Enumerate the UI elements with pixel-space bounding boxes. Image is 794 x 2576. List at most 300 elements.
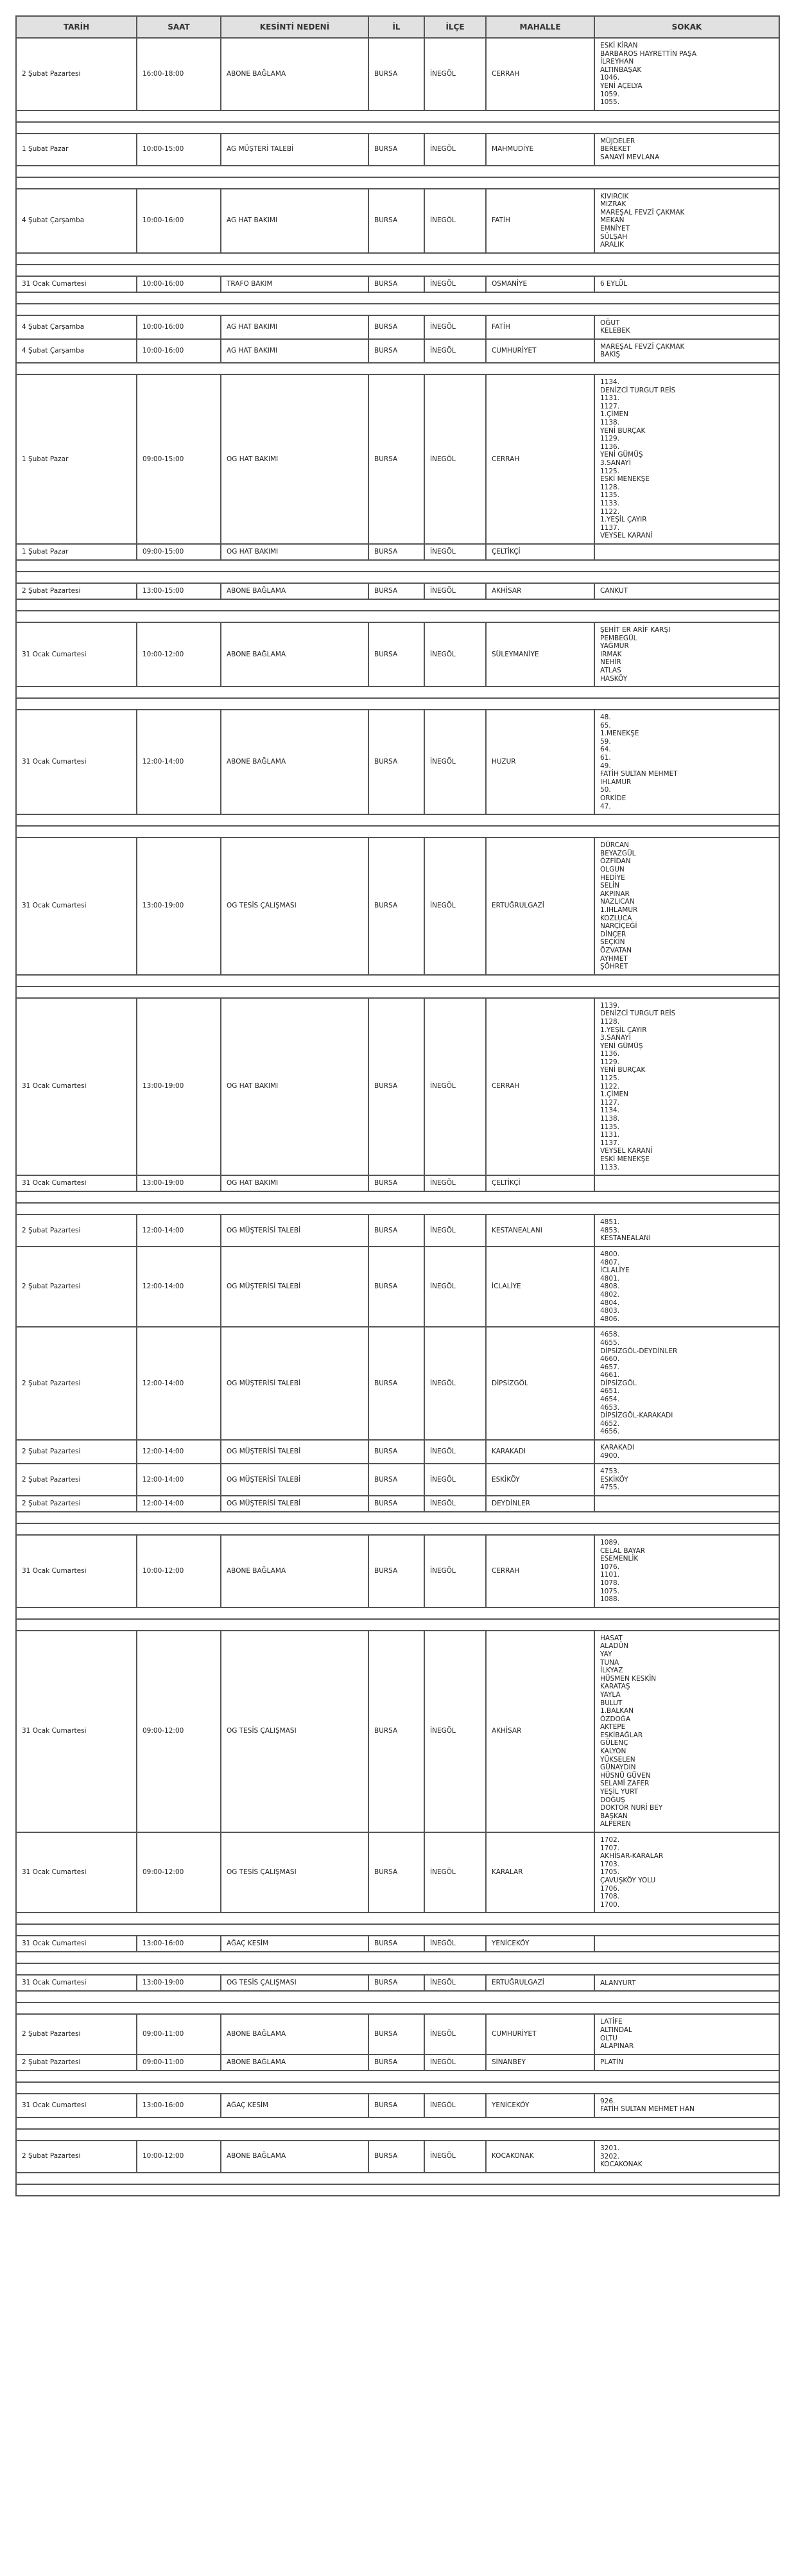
sokak-item: EMNİYET	[600, 224, 630, 232]
sokak-item: SELAMİ ZAFER	[600, 1780, 650, 1788]
cell-kesinti-nedeni: ABONE BAĞLAMA	[221, 38, 368, 110]
empty-cell	[16, 572, 779, 583]
sokak-item: 4800.	[600, 1250, 620, 1258]
empty-row	[16, 2082, 779, 2094]
sokak-item: HASKÖY	[600, 674, 628, 683]
empty-cell	[16, 2184, 779, 2196]
cell-saat: 09:00-15:00	[137, 374, 221, 544]
sokak-item: ESEMENLİK	[600, 1555, 639, 1563]
cell-sokak	[594, 134, 779, 166]
sokak-item: 4802.	[600, 1290, 620, 1299]
cell-mahalle: FATİH	[486, 315, 594, 339]
cell-ilce: İNEGÖL	[424, 38, 486, 110]
sokak-item: 1125.	[600, 467, 620, 475]
cell-mahalle: FATİH	[486, 189, 594, 253]
sokak-item: 1.ÇİMEN	[600, 410, 628, 419]
cell-mahalle: CERRAH	[486, 998, 594, 1175]
empty-row	[16, 1608, 779, 1619]
empty-cell	[16, 687, 779, 698]
sokak-item: İCLALİYE	[600, 1266, 630, 1275]
cell-ilce: İNEGÖL	[424, 189, 486, 253]
cell-sokak	[594, 374, 779, 544]
sokak-item: 3.SANAYİ	[600, 1034, 631, 1042]
cell-mahalle: CERRAH	[486, 1535, 594, 1608]
sokak-item: 61.	[600, 754, 611, 762]
cell-kesinti-nedeni: ABONE BAĞLAMA	[221, 2055, 368, 2071]
cell-ilce: İNEGÖL	[424, 315, 486, 339]
sokak-item: YAĞMUR	[600, 642, 629, 651]
sokak-item: 1705.	[600, 1868, 620, 1877]
empty-cell	[16, 177, 779, 189]
cell-ilce: İNEGÖL	[424, 1464, 486, 1496]
sokak-item: DÜRCAN	[600, 841, 629, 850]
sokak-item: DİPSİZGÖL-KARAKADI	[600, 1412, 673, 1420]
sokak-item: YENİ AÇELYA	[600, 82, 643, 90]
cell-saat: 13:00-19:00	[137, 1175, 221, 1191]
cell-kesinti-nedeni: OG MÜŞTERİSİ TALEBİ	[221, 1496, 368, 1512]
cell-saat: 13:00-19:00	[137, 998, 221, 1175]
cell-il: BURSA	[368, 38, 424, 110]
cell-il: BURSA	[368, 1464, 424, 1496]
cell-il: BURSA	[368, 710, 424, 814]
sokak-item: 4803.	[600, 1307, 620, 1315]
empty-cell	[16, 1619, 779, 1631]
cell-tarih: 2 Şubat Pazartesi	[16, 1440, 137, 1464]
cell-kesinti-nedeni: OG MÜŞTERİSİ TALEBİ	[221, 1464, 368, 1496]
cell-il: BURSA	[368, 2094, 424, 2117]
sokak-item: NAZLICAN	[600, 898, 635, 906]
cell-mahalle: ESKİKÖY	[486, 1464, 594, 1496]
empty-row	[16, 292, 779, 304]
empty-row	[16, 814, 779, 826]
cell-sokak	[594, 2094, 779, 2117]
cell-il: BURSA	[368, 2055, 424, 2071]
empty-row	[16, 253, 779, 265]
sokak-item: 4658.	[600, 1331, 620, 1339]
cell-kesinti-nedeni: OG TESİS ÇALIŞMASI	[221, 1832, 368, 1913]
empty-cell	[16, 2173, 779, 2184]
cell-ilce: İNEGÖL	[424, 2055, 486, 2071]
cell-saat: 12:00-14:00	[137, 1464, 221, 1496]
sokak-item: ÖZDOĞA	[600, 1715, 631, 1723]
sokak-item: KELEBEK	[600, 327, 630, 335]
sokak-item: 1136.	[600, 1050, 620, 1058]
header-row	[16, 16, 779, 38]
cell-ilce: İNEGÖL	[424, 2094, 486, 2117]
cell-tarih: 4 Şubat Çarşamba	[16, 315, 137, 339]
sokak-item: YAY	[600, 1650, 612, 1658]
empty-cell	[16, 611, 779, 622]
cell-mahalle: ERTUĞRULGAZİ	[486, 837, 594, 975]
cell-sokak	[594, 2141, 779, 2173]
sokak-item: HEDİYE	[600, 873, 625, 882]
cell-kesinti-nedeni: AG MÜŞTERİ TALEBİ	[221, 134, 368, 166]
cell-ilce: İNEGÖL	[424, 1832, 486, 1913]
cell-kesinti-nedeni: ABONE BAĞLAMA	[221, 2014, 368, 2054]
sokak-item: 1076.	[600, 1563, 620, 1571]
sokak-item: 3201.	[600, 2144, 620, 2152]
empty-cell	[16, 2117, 779, 2129]
empty-row	[16, 363, 779, 374]
cell-mahalle: DEYDİNLER	[486, 1496, 594, 1512]
sokak-item: 1129.	[600, 435, 620, 443]
cell-tarih: 1 Şubat Pazar	[16, 134, 137, 166]
cell-il: BURSA	[368, 315, 424, 339]
cell-sokak	[594, 1440, 779, 1464]
cell-il: BURSA	[368, 1832, 424, 1913]
sokak-item: 1702.	[600, 1836, 620, 1844]
cell-sokak	[594, 1975, 779, 1991]
sokak-item: 1137.	[600, 1139, 620, 1147]
sokak-item: BAŞKAN	[600, 1812, 628, 1820]
sokak-item: ESKİ MENEKŞE	[600, 1155, 650, 1163]
cell-tarih: 2 Şubat Pazartesi	[16, 1247, 137, 1327]
empty-row	[16, 166, 779, 177]
sokak-item: 3.SANAYİ	[600, 459, 631, 467]
sokak-item: ATLAS	[600, 666, 621, 674]
cell-saat: 12:00-14:00	[137, 1327, 221, 1440]
sokak-item: 1127.	[600, 1098, 620, 1107]
table-row	[16, 1631, 779, 1832]
empty-row	[16, 1203, 779, 1214]
cell-il: BURSA	[368, 1440, 424, 1464]
sokak-item: 1131.	[600, 1131, 620, 1139]
cell-saat: 13:00-16:00	[137, 1936, 221, 1952]
sokak-item: 1127.	[600, 402, 620, 410]
sokak-item: AYHMET	[600, 954, 628, 963]
cell-saat: 12:00-14:00	[137, 1440, 221, 1464]
cell-tarih: 31 Ocak Cumartesi	[16, 1936, 137, 1952]
cell-ilce: İNEGÖL	[424, 1975, 486, 1991]
sokak-item: 1707.	[600, 1844, 620, 1852]
cell-saat: 13:00-15:00	[137, 583, 221, 599]
cell-il: BURSA	[368, 1631, 424, 1832]
sokak-item: 4654.	[600, 1396, 620, 1404]
cell-mahalle: SİNANBEY	[486, 2055, 594, 2071]
cell-mahalle: YENİCEKÖY	[486, 1936, 594, 1952]
cell-mahalle: ÇELTİKÇİ	[486, 544, 594, 560]
cell-ilce: İNEGÖL	[424, 1496, 486, 1512]
empty-cell	[16, 975, 779, 986]
empty-cell	[16, 253, 779, 265]
empty-row	[16, 2173, 779, 2184]
sokak-item: 4807.	[600, 1258, 620, 1266]
cell-saat: 09:00-11:00	[137, 2014, 221, 2054]
cell-sokak	[594, 1832, 779, 1913]
cell-tarih: 2 Şubat Pazartesi	[16, 1496, 137, 1512]
cell-ilce: İNEGÖL	[424, 1327, 486, 1440]
table-row	[16, 2141, 779, 2173]
sokak-item: 1078.	[600, 1579, 620, 1587]
cell-ilce: İNEGÖL	[424, 710, 486, 814]
cell-kesinti-nedeni: TRAFO BAKIM	[221, 276, 368, 292]
cell-sokak	[594, 583, 779, 599]
sokak-item: SÜLŞAH	[600, 232, 628, 241]
empty-row	[16, 122, 779, 134]
sokak-item: 1089.	[600, 1539, 620, 1546]
sokak-item: 1122.	[600, 507, 620, 516]
table-row	[16, 1535, 779, 1608]
cell-mahalle: MAHMUDİYE	[486, 134, 594, 166]
sokak-item: 1128.	[600, 1017, 620, 1026]
cell-kesinti-nedeni: OG TESİS ÇALIŞMASI	[221, 1975, 368, 1991]
cell-ilce: İNEGÖL	[424, 583, 486, 599]
cell-tarih: 31 Ocak Cumartesi	[16, 710, 137, 814]
sokak-item: 4900.	[600, 1451, 620, 1460]
cell-tarih: 2 Şubat Pazartesi	[16, 1464, 137, 1496]
empty-cell	[16, 304, 779, 315]
empty-row	[16, 599, 779, 611]
cell-mahalle: AKHİSAR	[486, 583, 594, 599]
sokak-item: FATİH SULTAN MEHMET HAN	[600, 2105, 695, 2114]
sokak-item: NEHİR	[600, 658, 621, 667]
sokak-item: 4660.	[600, 1355, 620, 1363]
cell-sokak	[594, 837, 779, 975]
cell-mahalle: ERTUĞRULGAZİ	[486, 1975, 594, 1991]
cell-ilce: İNEGÖL	[424, 1936, 486, 1952]
cell-saat: 12:00-14:00	[137, 1247, 221, 1327]
cell-kesinti-nedeni: OG MÜŞTERİSİ TALEBİ	[221, 1214, 368, 1247]
cell-mahalle: AKHİSAR	[486, 1631, 594, 1832]
cell-kesinti-nedeni: OG TESİS ÇALIŞMASI	[221, 837, 368, 975]
empty-cell	[16, 122, 779, 134]
sokak-item: 1136.	[600, 442, 620, 451]
empty-row	[16, 1191, 779, 1203]
cell-mahalle: HUZUR	[486, 710, 594, 814]
sokak-item: 1.YEŞİL ÇAYIR	[600, 1026, 647, 1034]
cell-sokak	[594, 1464, 779, 1496]
sokak-item: MÜJDELER	[600, 137, 635, 145]
cell-mahalle: OSMANİYE	[486, 276, 594, 292]
sokak-item: ESKİ MENEKŞE	[600, 475, 650, 484]
sokak-item: ALPEREN	[600, 1820, 631, 1828]
empty-row	[16, 560, 779, 572]
empty-row	[16, 2129, 779, 2141]
sokak-item: YENİ BURÇAK	[600, 1066, 646, 1074]
empty-row	[16, 2002, 779, 2014]
sokak-item: ÖZVATAN	[600, 946, 632, 954]
cell-tarih: 2 Şubat Pazartesi	[16, 583, 137, 599]
cell-saat: 09:00-12:00	[137, 1631, 221, 1832]
cell-kesinti-nedeni: AĞAÇ KESİM	[221, 2094, 368, 2117]
cell-sokak	[594, 544, 779, 560]
cell-kesinti-nedeni: AG HAT BAKIMI	[221, 315, 368, 339]
cell-saat: 10:00-16:00	[137, 315, 221, 339]
cell-ilce: İNEGÖL	[424, 1247, 486, 1327]
sokak-item: 4653.	[600, 1403, 620, 1412]
sokak-item: 47.	[600, 802, 611, 810]
empty-row	[16, 1523, 779, 1535]
empty-row	[16, 1512, 779, 1523]
table-row	[16, 998, 779, 1175]
table-row	[16, 1214, 779, 1247]
cell-saat: 13:00-19:00	[137, 837, 221, 975]
sokak-item: GÜLENÇ	[600, 1739, 628, 1748]
cell-sokak	[594, 1631, 779, 1832]
empty-row	[16, 1619, 779, 1631]
table-row	[16, 315, 779, 339]
empty-cell	[16, 1913, 779, 1924]
header-il: İL	[368, 16, 424, 38]
cell-il: BURSA	[368, 1214, 424, 1247]
cell-saat: 12:00-14:00	[137, 1496, 221, 1512]
empty-cell	[16, 2002, 779, 2014]
cell-il: BURSA	[368, 1175, 424, 1191]
table-header	[16, 16, 779, 38]
sokak-item: 4808.	[600, 1283, 620, 1291]
empty-row	[16, 1913, 779, 1924]
sokak-item: 1055.	[600, 98, 620, 107]
header-sokak: SOKAK	[594, 16, 779, 38]
cell-tarih: 31 Ocak Cumartesi	[16, 837, 137, 975]
sokak-item: BARBAROS HAYRETTİN PAŞA	[600, 49, 697, 58]
cell-ilce: İNEGÖL	[424, 622, 486, 687]
empty-row	[16, 611, 779, 622]
empty-row	[16, 2071, 779, 2082]
sokak-item: YEŞİL YURT	[600, 1788, 639, 1796]
cell-sokak	[594, 339, 779, 363]
cell-saat: 10:00-16:00	[137, 276, 221, 292]
sokak-item: YENİ GÜMÜŞ	[600, 451, 643, 459]
empty-cell	[16, 1991, 779, 2002]
cell-tarih: 2 Şubat Pazartesi	[16, 38, 137, 110]
cell-saat: 09:00-12:00	[137, 1832, 221, 1913]
sokak-item: YÜKSELEN	[600, 1755, 635, 1764]
sokak-item: ALTINDAL	[600, 2026, 632, 2034]
cell-saat: 09:00-11:00	[137, 2055, 221, 2071]
sokak-item: DENİZCİ TURGUT REİS	[600, 386, 676, 394]
sokak-item: 59.	[600, 737, 611, 746]
empty-cell	[16, 1191, 779, 1203]
empty-row	[16, 304, 779, 315]
sokak-item: KALYON	[600, 1748, 626, 1756]
empty-row	[16, 572, 779, 583]
cell-tarih: 1 Şubat Pazar	[16, 374, 137, 544]
empty-row	[16, 687, 779, 698]
cell-sokak	[594, 622, 779, 687]
sokak-item: 1706.	[600, 1884, 620, 1893]
cell-ilce: İNEGÖL	[424, 1440, 486, 1464]
sokak-item: CELAL BAYAR	[600, 1546, 646, 1555]
cell-il: BURSA	[368, 1327, 424, 1440]
empty-row	[16, 1991, 779, 2002]
cell-tarih: 31 Ocak Cumartesi	[16, 276, 137, 292]
cell-tarih: 31 Ocak Cumartesi	[16, 1535, 137, 1608]
cell-il: BURSA	[368, 583, 424, 599]
header-saat: SAAT	[137, 16, 221, 38]
cell-saat: 10:00-12:00	[137, 2141, 221, 2173]
empty-row	[16, 110, 779, 122]
cell-il: BURSA	[368, 998, 424, 1175]
table-row	[16, 837, 779, 975]
sokak-item: BULUT	[600, 1699, 623, 1707]
sokak-item: OLTU	[600, 2034, 617, 2042]
cell-ilce: İNEGÖL	[424, 339, 486, 363]
sokak-item: ARALIK	[600, 241, 625, 249]
empty-row	[16, 2184, 779, 2196]
sokak-item: ÖZFİDAN	[600, 857, 631, 866]
sokak-item: 49.	[600, 762, 611, 770]
empty-cell	[16, 2129, 779, 2141]
cell-kesinti-nedeni: OG MÜŞTERİSİ TALEBİ	[221, 1440, 368, 1464]
table-row	[16, 38, 779, 110]
sokak-item: 4801.	[600, 1274, 620, 1283]
sokak-item: 64.	[600, 746, 611, 754]
cell-saat: 12:00-14:00	[137, 710, 221, 814]
cell-il: BURSA	[368, 1975, 424, 1991]
sokak-item: MAREŞAL FEVZİ ÇAKMAK	[600, 208, 685, 216]
cell-sokak	[594, 1936, 779, 1952]
sokak-item: AKTEPE	[600, 1723, 626, 1731]
sokak-item: 1122.	[600, 1082, 620, 1091]
cell-sokak	[594, 710, 779, 814]
sokak-item: KARAKADI	[600, 1444, 635, 1452]
table-row	[16, 1247, 779, 1327]
cell-tarih: 31 Ocak Cumartesi	[16, 1832, 137, 1913]
table-row	[16, 134, 779, 166]
cell-tarih: 2 Şubat Pazartesi	[16, 1214, 137, 1247]
cell-sokak	[594, 1496, 779, 1512]
cell-il: BURSA	[368, 134, 424, 166]
cell-sokak	[594, 276, 779, 292]
cell-ilce: İNEGÖL	[424, 1214, 486, 1247]
sokak-item: VEYSEL KARANİ	[600, 1147, 653, 1155]
cell-mahalle: KARAKADI	[486, 1440, 594, 1464]
cell-il: BURSA	[368, 1936, 424, 1952]
empty-cell	[16, 826, 779, 837]
sokak-item: ALAPINAR	[600, 2042, 634, 2051]
sokak-item: BEREKET	[600, 145, 631, 153]
cell-kesinti-nedeni: OG MÜŞTERİSİ TALEBİ	[221, 1327, 368, 1440]
sokak-item: SELİN	[600, 882, 620, 890]
cell-sokak	[594, 189, 779, 253]
table-row	[16, 544, 779, 560]
sokak-item: 4652.	[600, 1419, 620, 1428]
cell-mahalle: ÇELTİKÇİ	[486, 1175, 594, 1191]
sokak-item: 1.BALKAN	[600, 1707, 634, 1715]
sokak-item: 926.	[600, 2097, 616, 2105]
cell-il: BURSA	[368, 2014, 424, 2054]
empty-cell	[16, 166, 779, 177]
cell-mahalle: KARALAR	[486, 1832, 594, 1913]
sokak-item: HÜSMEN KESKİN	[600, 1674, 657, 1683]
empty-cell	[16, 2071, 779, 2082]
cell-ilce: İNEGÖL	[424, 837, 486, 975]
cell-mahalle: İCLALİYE	[486, 1247, 594, 1327]
sokak-item: SEÇKİN	[600, 938, 625, 947]
sokak-item: 1075.	[600, 1587, 620, 1595]
cell-sokak	[594, 1247, 779, 1327]
sokak-item: DİPSİZGÖL-DEYDİNLER	[600, 1347, 678, 1355]
cell-mahalle: KOCAKONAK	[486, 2141, 594, 2173]
sokak-item: 4656.	[600, 1428, 620, 1436]
sokak-item: 1.YEŞİL ÇAYIR	[600, 516, 647, 524]
cell-sokak	[594, 2014, 779, 2054]
cell-saat: 13:00-16:00	[137, 2094, 221, 2117]
header-mahalle: MAHALLE	[486, 16, 594, 38]
empty-row	[16, 698, 779, 710]
cell-il: BURSA	[368, 189, 424, 253]
cell-ilce: İNEGÖL	[424, 134, 486, 166]
sokak-item: 1088.	[600, 1595, 620, 1604]
cell-il: BURSA	[368, 837, 424, 975]
cell-sokak	[594, 1175, 779, 1191]
cell-kesinti-nedeni: ABONE BAĞLAMA	[221, 622, 368, 687]
sokak-item: DOĞUŞ	[600, 1796, 625, 1804]
cell-mahalle: YENİCEKÖY	[486, 2094, 594, 2117]
cell-tarih: 31 Ocak Cumartesi	[16, 2094, 137, 2117]
table-row	[16, 2055, 779, 2071]
